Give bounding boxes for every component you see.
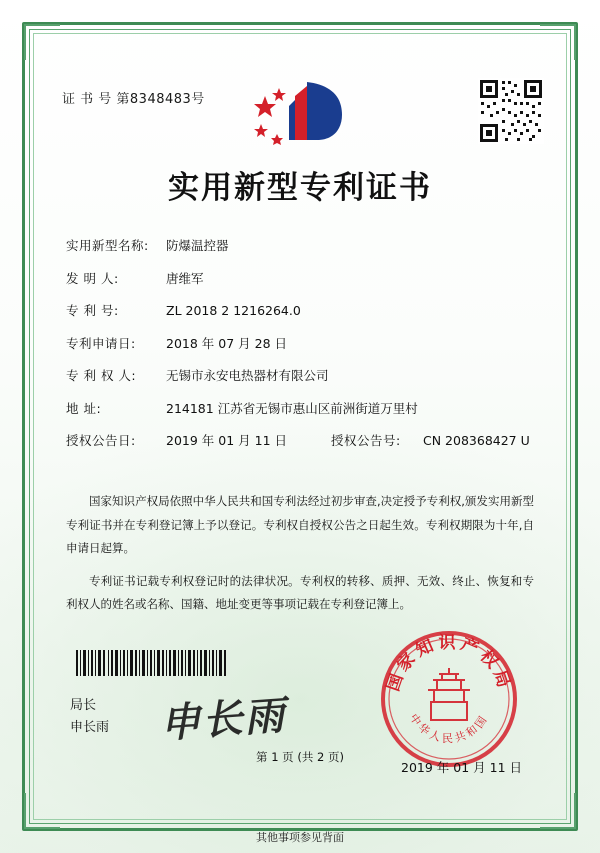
legal-paragraph-1: 国家知识产权局依照中华人民共和国专利法经过初步审查,决定授予专利权,颁发实用新型专利证书并在专利登记簿上予以登记。专利权自授权公告之日起生效。专利权期限为十年,自申请日起算。 bbox=[66, 494, 534, 556]
field-label: 实用新型名称: bbox=[66, 238, 149, 253]
field-row-inventor bbox=[66, 270, 534, 286]
seal-date: 2019 年 01 月 11 日 bbox=[401, 760, 522, 775]
barcode bbox=[76, 650, 226, 676]
field-list bbox=[66, 240, 534, 468]
field-label: 地 址: bbox=[66, 400, 102, 416]
field-value-grant-date: 2019 年 01 月 11 日 bbox=[166, 433, 287, 448]
page-number: 第 1 页 (共 2 页) bbox=[256, 750, 344, 764]
signature-name: 申长雨 bbox=[70, 720, 110, 736]
svg-text:中华人民共和国: 中华人民共和国 bbox=[406, 711, 492, 745]
field-value: 2018 年 07 月 28 日 bbox=[166, 335, 287, 351]
field-label: 专利申请日: bbox=[66, 335, 136, 351]
field-value: 214181 江苏省无锡市惠山区前洲街道万里村 bbox=[166, 400, 418, 416]
legal-paragraph-2: 专利证书记载专利权登记时的法律状况。专利权的转移、质押、无效、终止、恢复和专利权人的姓名或名称、国籍、地址变更等事项记载在专利登记簿上。 bbox=[66, 573, 534, 612]
certificate-number: 证 书 号 第8348483号 bbox=[62, 92, 205, 107]
field-row-patentee bbox=[66, 370, 534, 383]
field-value: 唐维军 bbox=[166, 270, 204, 286]
field-label: 发 明 人: bbox=[66, 270, 119, 286]
field-row-address bbox=[66, 400, 534, 416]
field-label-grant-number: 授权公告号: bbox=[331, 433, 401, 448]
field-value-grant-number: CN 208368427 U bbox=[423, 433, 530, 448]
field-label-grant-date: 授权公告日: bbox=[66, 433, 136, 448]
field-label: 专 利 权 人: bbox=[66, 368, 137, 383]
legal-text bbox=[66, 490, 534, 626]
svg-text:国家知识产权局: 国家知识产权局 bbox=[383, 633, 515, 694]
field-row-name bbox=[66, 240, 534, 253]
field-row-patent-number bbox=[66, 305, 534, 318]
field-row-application-date bbox=[66, 335, 534, 351]
qr-code bbox=[478, 78, 544, 144]
field-value: ZL 2018 2 1216264.0 bbox=[166, 303, 301, 318]
handwritten-signature: 申长雨 bbox=[158, 691, 288, 748]
signature-block bbox=[70, 695, 109, 739]
page-title: 实用新型专利证书 bbox=[168, 170, 432, 206]
field-value: 无锡市永安电热器材有限公司 bbox=[166, 368, 329, 383]
field-row-grant bbox=[66, 435, 534, 448]
field-value: 防爆温控器 bbox=[166, 238, 229, 253]
signature-role: 局长 bbox=[70, 698, 97, 713]
field-label: 专 利 号: bbox=[66, 303, 119, 318]
cnipa-logo-icon bbox=[245, 76, 355, 154]
footnote: 其他事项参见背面 bbox=[256, 831, 344, 844]
certificate-content bbox=[40, 40, 560, 813]
